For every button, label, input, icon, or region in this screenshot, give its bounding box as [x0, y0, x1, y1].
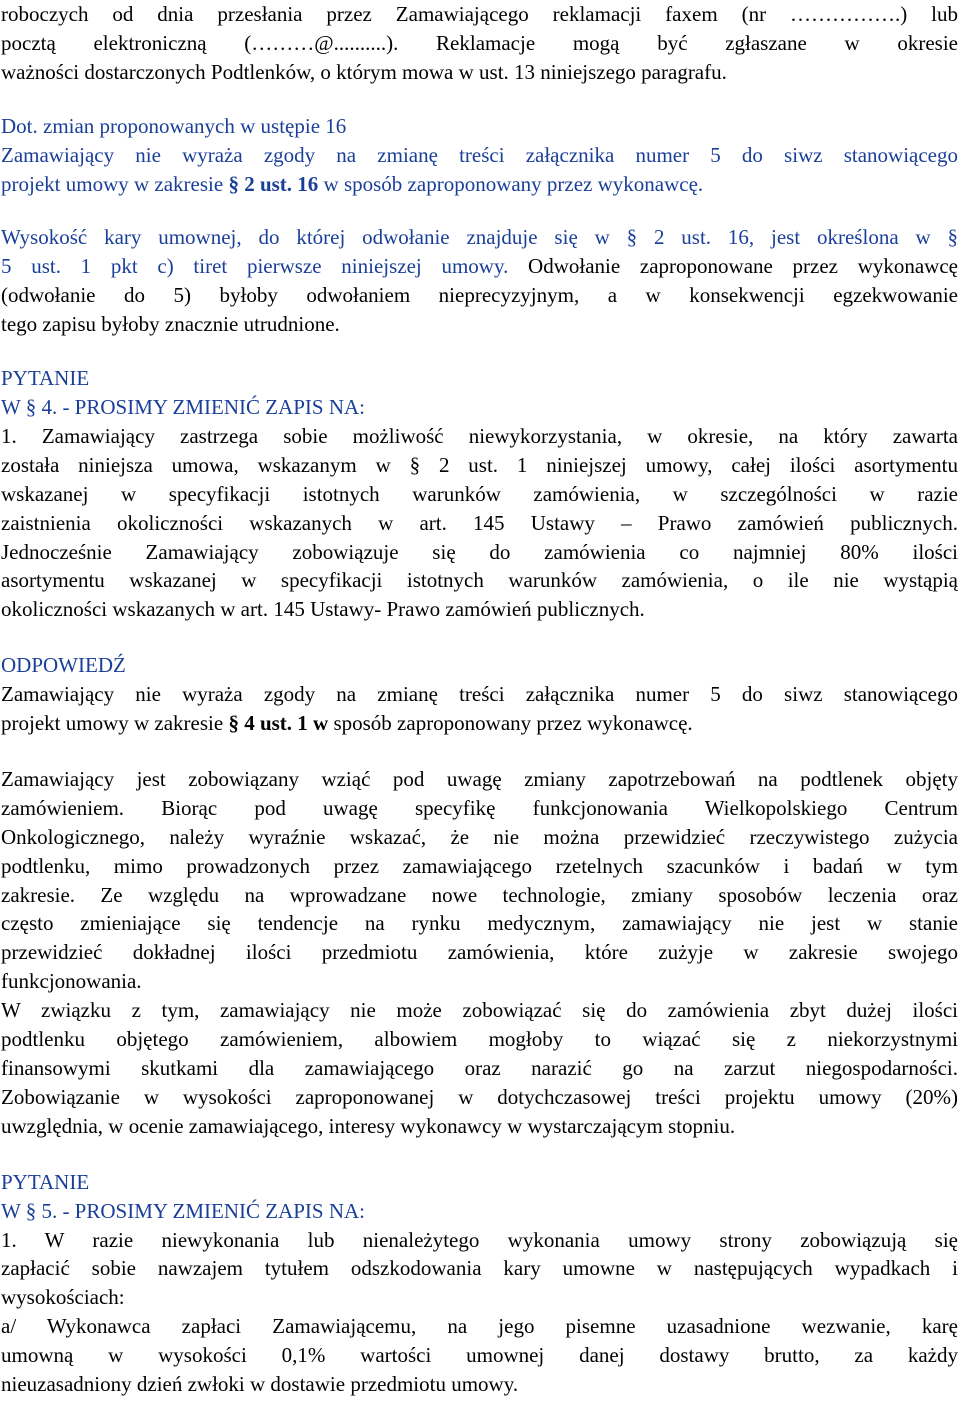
pytanie-5-last: nieuzasadniony dzień zwłoki w dostawie przedmiotu umowy. — [1, 1372, 519, 1397]
spacer — [1, 198, 958, 223]
spacer — [1, 738, 958, 765]
odpowiedz-heading: ODPOWIEDŹ — [1, 653, 126, 678]
pytanie-4-line: Jednocześnie Zamawiający zobowiązuje się do zamówienia co najmniej 80% ilości — [1, 539, 958, 564]
pytanie-4-last: okoliczności wskazanych w art. 145 Ustawy- Prawo zamówień publicznych. — [1, 597, 645, 622]
pytanie-4-line: 1. Zamawiający zastrzega sobie możliwość niewykorzystania, w okresie, na który zawarta — [1, 423, 958, 448]
odpowiedz-ref: § 4 ust. 1 w — [228, 711, 329, 736]
uzasadnienie-line: podtlenku objętego zamówieniem, albowiem mogłoby to wiązać się z niekorzystnymi — [1, 1027, 958, 1052]
pytanie-5-line: zapłacić sobie nawzajem tytułem odszkodowania kary umowne w następujących wypadkach i — [1, 1256, 958, 1281]
uzasadnienie-line: Zobowiązanie w wysokości zaproponowanej w dotychczasowej treści projektu umowy (20%) — [1, 1084, 958, 1109]
pytanie-4-line: asortymentu wskazanej w specyfikacji istotnych warunków zamówienia, o ile nie wystąpią — [1, 568, 958, 593]
intro-line-3: ważności dostarczonych Podtlenków, o którym mowa w ust. 13 niniejszego paragrafu. — [1, 59, 727, 84]
uzasadnienie-line: Onkologicznego, należy wyraźnie wskazać, że nie można przewidzieć rzeczywistego zużycia — [1, 824, 958, 849]
uzasadnienie-line: zamówieniem. Biorąc pod uwagę specyfikę funkcjonowania Wielkopolskiego Centrum — [1, 795, 958, 820]
uzasadnienie-line: często zmieniające się tendencje na rynku medycznym, zamawiający nie jest w stanie — [1, 911, 958, 936]
uzasadnienie-line: finansowymi skutkami dla zamawiającego oraz narazić go na zarzut niegospodarności. — [1, 1056, 958, 1080]
odpowiedz-line-2a: projekt umowy w zakresie — [1, 711, 229, 736]
pytanie-4-sub: W § 4. - PROSIMY ZMIENIĆ ZAPIS NA: — [1, 394, 366, 419]
spacer — [1, 624, 958, 651]
pytanie-4-line: wskazanej w specyfikacji istotnych warunków zamówienia, w szczególności w razie — [1, 481, 958, 506]
uzasadnienie-line: przewidzieć dokładnej ilości przedmiotu zamówienia, które zużyje w zakresie swojego — [1, 940, 958, 965]
dot-line-3a: projekt umowy w zakresie — [1, 171, 229, 196]
odpowiedz-line-2c: sposób zaproponowany przez wykonawcę. — [328, 711, 693, 736]
pytanie-5-heading: PYTANIE — [1, 1169, 90, 1194]
dot-line-3 — [1, 170, 958, 199]
dot-line-3-ref: § 2 ust. 16 — [228, 171, 319, 196]
uzasadnienie-line: zakresie. Ze względu na wprowadzane nowe technologie, zmiany sposobów leczenia oraz — [1, 882, 958, 907]
pytanie-5-line: wysokościach: — [1, 1285, 125, 1310]
dot-line-3c: w sposób zaproponowany przez wykonawcę. — [318, 171, 704, 196]
spacer — [1, 87, 958, 112]
wysokosc-line-2b: Odwołanie zaproponowane przez wykonawcę — [508, 254, 958, 279]
pytanie-4-heading: PYTANIE — [1, 366, 90, 391]
pytanie-4-line: została niniejsza umowa, wskazanym w § 2 ust. 1 niniejszej umowy, całej ilości asortymentu — [1, 452, 958, 477]
pytanie-5-line: umowną w wysokości 0,1% wartości umownej danej dostawy brutto, za każdy — [1, 1343, 958, 1368]
odpowiedz-line-1: Zamawiający nie wyraża zgody na zmianę treści załącznika numer 5 do siwz stanowiącego — [1, 682, 958, 707]
wysokosc-line-2a: 5 ust. 1 pkt c) tiret pierwsze niniejszej umowy. — [1, 254, 509, 279]
wysokosc-line-3: (odwołanie do 5) byłoby odwołaniem nieprecyzyjnym, a w konsekwencji egzekwowanie — [1, 283, 958, 308]
spacer — [1, 339, 958, 364]
uzasadnienie-line: podtlenku, mimo prowadzonych przez zamawiającego rzetelnych szacunków i badań w tym — [1, 853, 958, 878]
uzasadnienie-line: W związku z tym, zamawiający nie może zobowiązać się do zamówienia zbyt dużej ilości — [1, 998, 958, 1023]
dot-line-2: Zamawiający nie wyraża zgody na zmianę treści załącznika numer 5 do siwz stanowiącego — [1, 142, 958, 167]
pytanie-5-line: a/ Wykonawca zapłaci Zamawiającemu, na jego pisemne uzasadnione wezwanie, karę — [1, 1314, 958, 1339]
pytanie-5-sub: W § 5. - PROSIMY ZMIENIĆ ZAPIS NA: — [1, 1198, 366, 1223]
spacer — [1, 1141, 958, 1168]
uzasadnienie-line: Zamawiający jest zobowiązany wziąć pod uwagę zmiany zapotrzebowań na podtlenek objęty — [1, 766, 958, 791]
uzasadnienie-last: uwzględnia, w ocenie zamawiającego, interesy wykonawcy w wystarczającym stopniu. — [1, 1113, 736, 1138]
intro-line-2: pocztą elektroniczną (………@..........). Reklamacje mogą być zgłaszane w okresie — [1, 30, 958, 55]
uzasadnienie-line: funkcjonowania. — [1, 969, 142, 994]
wysokosc-line-4: tego zapisu byłoby znacznie utrudnione. — [1, 312, 340, 337]
wysokosc-line-1: Wysokość kary umownej, do której odwołanie znajduje się w § 2 ust. 16, jest określona w § — [1, 225, 958, 250]
pytanie-4-line: zaistnienia okoliczności wskazanych w art. 145 Ustawy – Prawo zamówień publicznych. — [1, 510, 958, 535]
intro-line-1: roboczych od dnia przesłania przez Zamawiającego reklamacji faxem (nr …………….) lub — [1, 2, 958, 26]
odpowiedz-line-2 — [1, 709, 958, 738]
dot-heading: Dot. zmian proponowanych w ustępie 16 — [1, 113, 347, 138]
pytanie-5-line: 1. W razie niewykonania lub nienależytego wykonania umowy strony zobowiązują się — [1, 1227, 958, 1252]
wysokosc-line-2 — [1, 252, 958, 281]
